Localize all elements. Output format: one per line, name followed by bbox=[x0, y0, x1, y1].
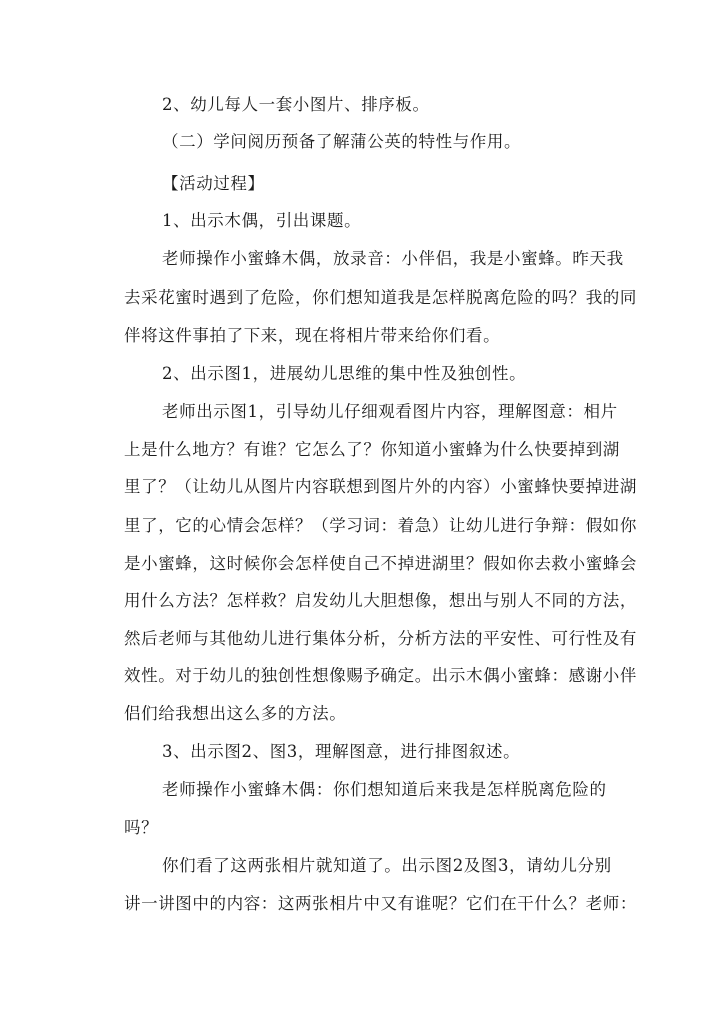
text-line: 效性。对于幼儿的独创性想像赐予确定。出示木偶小蜜蜂：感谢小伴 bbox=[124, 666, 637, 685]
text-line: 里了？（让幼儿从图片内容联想到图片外的内容）小蜜蜂快要掉进湖 bbox=[124, 477, 637, 496]
text-line: 讲一讲图中的内容：这两张相片中又有谁呢？它们在干什么？老师： bbox=[124, 894, 637, 913]
text-line: 是小蜜蜂，这时候你会怎样使自己不掉进湖里？假如你去救小蜜蜂会 bbox=[124, 554, 637, 573]
text-line: 吗？ bbox=[124, 818, 159, 837]
text-line: （二）学问阅历预备了解蒲公英的特性与作用。 bbox=[162, 132, 522, 151]
text-line: 去采花蜜时遇到了危险，你们想知道我是怎样脱离危险的吗？我的同 bbox=[124, 288, 637, 307]
text-line: 然后老师与其他幼儿进行集体分析，分析方法的平安性、可行性及有 bbox=[124, 629, 637, 648]
text-line: 伴将这件事拍了下来，现在将相片带来给你们看。 bbox=[124, 326, 501, 345]
text-line: 用什么方法？怎样救？启发幼儿大胆想像，想出与别人不同的方法， bbox=[124, 591, 637, 610]
text-line: 老师操作小蜜蜂木偶，放录音：小伴侣，我是小蜜蜂。昨天我 bbox=[162, 249, 624, 268]
text-line: 1、出示木偶，引出课题。 bbox=[162, 211, 362, 230]
text-line: 2、幼儿每人一套小图片、排序板。 bbox=[162, 95, 430, 114]
text-line: 里了，它的心情会怎样？（学习词：着急）让幼儿进行争辩：假如你 bbox=[124, 516, 637, 535]
text-line: 老师操作小蜜蜂木偶：你们想知道后来我是怎样脱离危险的 bbox=[162, 780, 607, 799]
text-line: 3、出示图2、图3，理解图意，进行排图叙述。 bbox=[162, 742, 521, 761]
text-line: 上是什么地方？有谁？它怎么了？你知道小蜜蜂为什么快要掉到湖 bbox=[124, 440, 620, 459]
text-line: 2、出示图1，进展幼儿思维的集中性及独创性。 bbox=[162, 364, 527, 383]
text-line: 侣们给我想出这么多的方法。 bbox=[124, 704, 347, 723]
text-line: 你们看了这两张相片就知道了。出示图2及图3，请幼儿分别 bbox=[162, 856, 612, 875]
section-heading: 【活动过程】 bbox=[162, 174, 265, 193]
text-line: 老师出示图1，引导幼儿仔细观看图片内容，理解图意：相片 bbox=[162, 402, 618, 421]
